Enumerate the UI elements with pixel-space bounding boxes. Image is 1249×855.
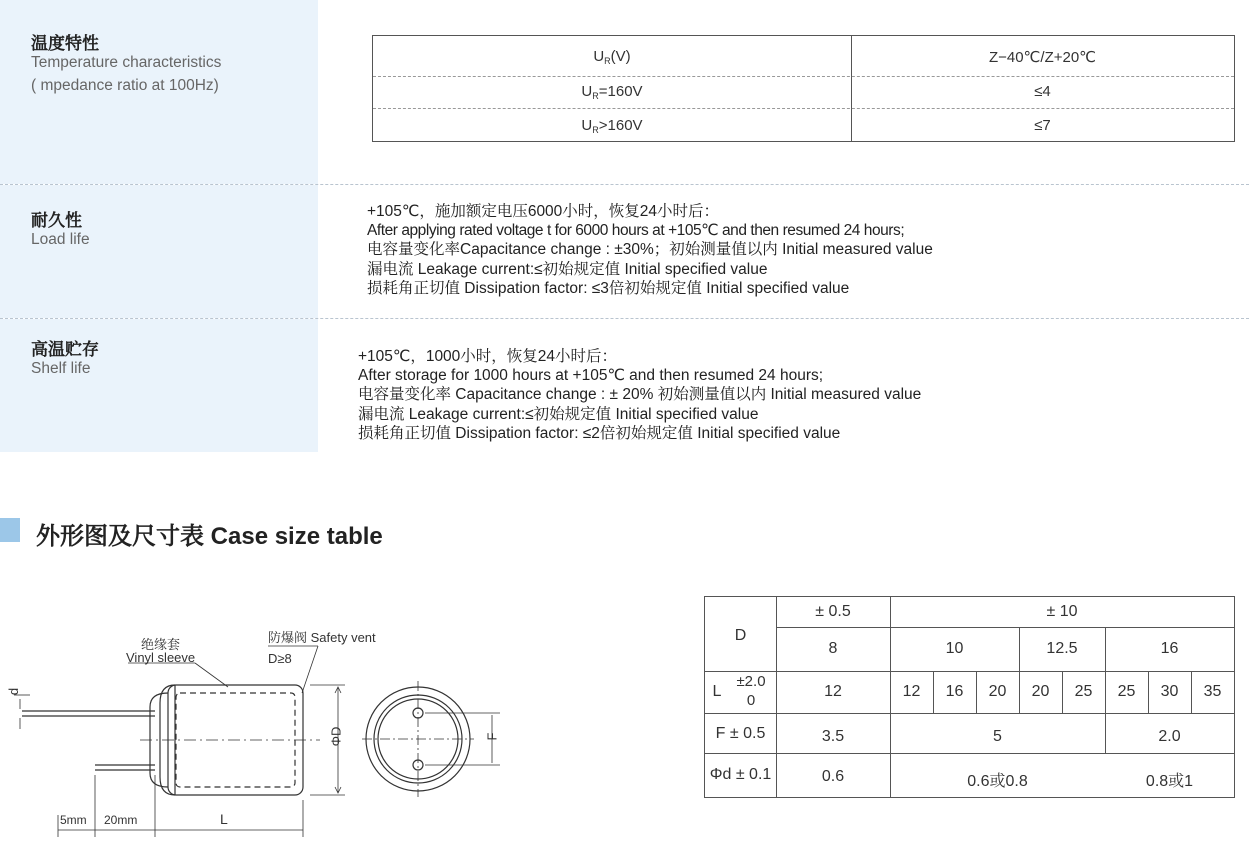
temperature-title-cn: 温度特性 xyxy=(31,34,99,53)
table-divider xyxy=(705,671,1234,672)
temperature-title-en: Temperature characteristics xyxy=(31,54,222,71)
load-life-line: 漏电流 Leakage current:≤初始规定值 Initial specified value xyxy=(367,260,768,278)
shelf-life-line: +105℃，1000小时，恢复24小时后： xyxy=(358,348,618,365)
length-tolerance-top: ±2.0 xyxy=(736,673,766,690)
section-marker xyxy=(0,518,20,542)
table-divider xyxy=(705,753,1234,754)
lead-diameter-header: Φd ± 0.1 xyxy=(709,766,772,783)
diameter-header: D xyxy=(734,627,747,644)
length-header: L xyxy=(712,683,722,700)
shelf-life-line: 电容量变化率 Capacitance change : ± 20% 初始测量值以内 Initial measured value xyxy=(358,386,922,404)
temperature-row-voltage: $U_R=160V$ xyxy=(581,83,643,101)
load-life-title-en: Load life xyxy=(31,231,90,248)
temperature-title-en-note: ( mpedance ratio at 100Hz) xyxy=(31,77,219,94)
table-row-divider xyxy=(373,76,1234,77)
tolerance-small: ± 0.5 xyxy=(815,603,851,620)
lead-spacing-value: 3.5 xyxy=(821,728,845,745)
temperature-header-ratio: Z−40℃/Z+20℃ xyxy=(988,49,1097,66)
lead-spacing-value: 5 xyxy=(993,728,1002,745)
length-value: 25 xyxy=(1117,683,1136,700)
diameter-value: 10 xyxy=(945,640,964,657)
lead-20mm-label: 20mm xyxy=(104,813,138,827)
shelf-life-text xyxy=(358,347,921,443)
shelf-life-line: 损耗角正切值 Dissipation factor: ≤2倍初始规定值 Initial specified value xyxy=(358,424,841,442)
length-value: 25 xyxy=(1074,683,1093,700)
lead-spacing-value: 2.0 xyxy=(1158,728,1181,745)
temperature-row-voltage: $U_R>160V$ xyxy=(581,117,643,135)
table-divider xyxy=(776,627,1234,628)
length-tolerance-bottom: 0 xyxy=(746,692,756,709)
case-size-title: 外形图及尺寸表 Case size table xyxy=(36,523,383,550)
lead-diameter-value: 0.6或0.8 xyxy=(967,773,1028,790)
lead-diameter-label: d xyxy=(6,687,22,696)
lead-spacing-label: F xyxy=(484,732,500,741)
load-life-line: 损耗角正切值 Dissipation factor: ≤3倍初始规定值 Initial specified value xyxy=(367,279,850,297)
case-length-label: L xyxy=(220,811,228,827)
lead-spacing-header: F ± 0.5 xyxy=(715,725,766,742)
lead-diameter-value: 0.6 xyxy=(821,768,845,785)
tolerance-large: ± 10 xyxy=(1046,603,1078,620)
shelf-life-title-cn: 高温贮存 xyxy=(31,340,99,359)
lead-diameter-value: 0.8或1 xyxy=(1145,773,1194,790)
temperature-row-value: ≤7 xyxy=(1034,117,1051,134)
load-life-label-panel xyxy=(0,185,318,318)
load-life-line: After applying rated voltage t for 6000 hours at +105℃ and then resumed 24 hours; xyxy=(367,222,905,240)
shelf-life-line: After storage for 1000 hours at +105℃ and then resumed 24 hours; xyxy=(358,367,824,385)
length-value: 16 xyxy=(945,683,964,700)
temperature-table xyxy=(372,35,1235,142)
load-life-title-cn: 耐久性 xyxy=(31,211,82,230)
length-value: 30 xyxy=(1160,683,1179,700)
shelf-life-title-en: Shelf life xyxy=(31,360,91,377)
length-value: 12 xyxy=(902,683,921,700)
load-life-line: 电容量变化率Capacitance change : ±30%；初始测量值以内 Initial measured value xyxy=(367,241,933,259)
load-life-text xyxy=(367,202,933,298)
case-size-table xyxy=(704,596,1235,798)
diameter-value: 8 xyxy=(828,640,838,657)
vinyl-sleeve-label-cn: 绝缘套 xyxy=(141,637,181,652)
length-value: 20 xyxy=(1031,683,1050,700)
temperature-row-value: ≤4 xyxy=(1034,83,1051,100)
diameter-value: 12.5 xyxy=(1046,640,1078,657)
table-row-divider xyxy=(373,108,1234,109)
shelf-life-line: 漏电流 Leakage current:≤初始规定值 Initial specified value xyxy=(358,405,759,423)
lead-5mm-label: 5mm xyxy=(60,813,87,827)
temperature-header-voltage: $U_R(V)$ xyxy=(593,48,631,66)
table-divider xyxy=(705,713,1234,714)
safety-vent-condition: D≥8 xyxy=(268,651,292,666)
length-value: 20 xyxy=(988,683,1007,700)
safety-vent-label: 防爆阀 Safety vent xyxy=(268,630,376,645)
diameter-value: 16 xyxy=(1160,640,1179,657)
vinyl-sleeve-label-en: Vinyl sleeve xyxy=(126,650,196,665)
load-life-line: +105℃，施加额定电压6000小时，恢复24小时后： xyxy=(367,203,720,220)
length-value: 12 xyxy=(824,683,842,700)
length-value: 35 xyxy=(1203,683,1222,700)
case-diameter-label: ΦD xyxy=(328,726,344,747)
